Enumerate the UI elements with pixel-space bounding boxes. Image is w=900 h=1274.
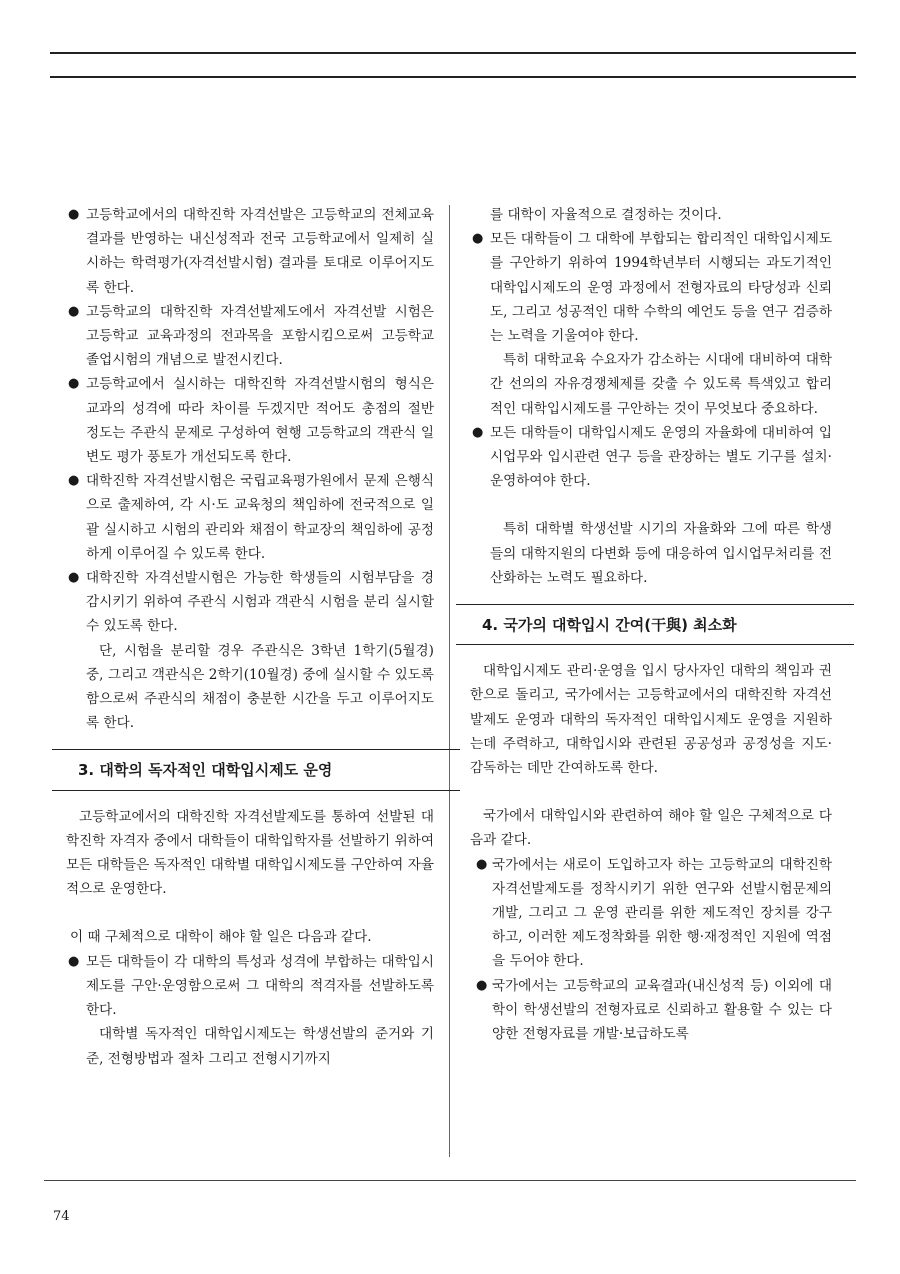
paragraph: 고등학교에서의 대학진학 자격선발제도를 통하여 선발된 대학진학 자격자 중에서 대학들이 대학입학자를 선발하기 위하여 모든 대학들은 독자적인 대학별 대학입시제도를 구안하여 자율적으로 운영한다. [66,808,434,898]
bullet-item [66,203,434,300]
bullet-text: 모든 대학들이 대학입시제도 운영의 자율화에 대비하여 입시업무와 입시관련 연구 등을 관장하는 별도 기구를 설치·운영하여야 한다. [490,424,832,490]
column-divider [449,205,450,1157]
bullet-text: 고등학교에서의 대학진학 자격선발은 고등학교의 전체교육 결과를 반영하는 내신성적과 전국 고등학교에서 일제히 실시하는 학력평가(자격선발시험) 결과를 토대로 이루어지도록 한다. [86,207,434,296]
bullet-text: 고등학교에서 실시하는 대학진학 자격선발시험의 형식은 교과의 성격에 따라 차이를 두겠지만 적어도 총점의 절반 정도는 주관식 문제로 구성하여 현행 고등학교의 객관식 일변도 평가 풍토가 개선되도록 한다. [86,376,434,466]
bullet-icon: ● [68,473,80,489]
paragraph: 를 대학이 자율적으로 결정하는 것이다. [490,207,722,223]
bullet-icon: ● [68,376,80,392]
bullet-item [470,974,832,1047]
paragraph: 특히 대학교육 수요자가 감소하는 시대에 대비하여 대학간 선의의 자유경쟁체제를 갖출 수 있도록 특색있고 합리적인 대학입시제도를 구안하는 것이 무엇보다 중요하다. [490,352,832,417]
bullet-text: 국가에서는 새로이 도입하고자 하는 고등학교의 대학진학 자격선발제도를 정착시키기 위한 연구와 선발시험문제의 개발, 그리고 그 운영 관리를 위한 제도적인 장치를 강구하고, 이러한 제도정착화를 위한 행·재정적인 지원에 역점을 두어야 한다. [492,856,832,970]
bullet-text: 대학진학 자격선발시험은 가능한 학생들의 시험부담을 경감시키기 위하여 주관식 시험과 객관식 시험을 분리 실시할 수 있도록 한다. [86,570,434,635]
bullet-item [66,300,434,373]
right-column [470,203,832,1046]
bullet-item [470,227,832,348]
page-number: 74 [53,1209,70,1224]
left-column [66,203,434,1071]
bottom-rule [44,1180,856,1181]
bullet-icon: ● [476,856,488,872]
bullet-item [470,853,832,974]
spacer [470,493,832,517]
bullet-icon: ● [476,977,488,993]
bullet-item [66,950,434,1023]
bullet-text: 국가에서는 고등학교의 교육결과(내신성적 등) 이외에 대학이 학생선발의 전형자료로 신뢰하고 활용할 수 있는 다양한 전형자료를 개발·보급하도록 [492,977,832,1043]
bullet-icon: ● [68,570,80,586]
bullet-item [470,421,832,494]
top-rule-upper [50,52,856,54]
bullet-text: 고등학교의 대학진학 자격선발제도에서 자격선발 시험은 고등학교 교육과정의 전과목을 포함시킴으로써 고등학교 졸업시험의 개념으로 발전시킨다. [86,303,434,369]
bullet-icon: ● [68,207,80,222]
paragraph: 대학별 독자적인 대학입시제도는 학생선발의 준거와 기준, 전형방법과 절차 그리고 전형시기까지 [86,1026,434,1067]
paragraph: 특히 대학별 학생선발 시기의 자율화와 그에 따른 학생들의 대학지원의 다변화 등에 대응하여 입시업무처리를 전산화하는 노력도 필요하다. [490,521,832,586]
bullet-text: 모든 대학들이 각 대학의 특성과 성격에 부합하는 대학입시제도를 구안·운영함으로써 그 대학의 적격자를 선발하도록 한다. [86,953,434,1019]
paragraph: 이 때 구체적으로 대학이 해야 할 일은 다음과 같다. [70,929,372,946]
bullet-text: 대학진학 자격선발시험은 국립교육평가원에서 문제 은행식으로 출제하여, 각 시·도 교육청의 책임하에 전국적으로 일괄 실시하고 시험의 관리와 채점이 학교장의 책임하에 공정하게 이루어질 수 있도록 한다. [86,473,434,562]
bullet-item [66,372,434,469]
bullet-icon: ● [472,231,484,247]
bullet-icon: ● [68,303,80,319]
bullet-item [66,469,434,566]
bullet-item [66,566,434,639]
spacer [66,901,434,925]
bullet-icon: ● [472,424,484,440]
section-heading-4: 4. 국가의 대학입시 간여(干與) 최소화 [456,604,854,645]
spacer [470,780,832,804]
paragraph: 단, 시험을 분리할 경우 주관식은 3학년 1학기(5월경) 중, 그리고 객관식은 2학기(10월경) 중에 실시할 수 있도록 함으로써 주관식의 채점이 충분한 시간을 두고 이루어지도록 한다. [86,642,434,732]
paragraph: 대학입시제도 관리·운영을 입시 당사자인 대학의 책임과 권한으로 돌리고, 국가에서는 고등학교에서의 대학진학 자격선발제도 운영과 대학의 독자적인 대학입시제도 운영을 지원하는데 주력하고, 대학입시와 관련된 공공성과 공정성을 지도·감독하는 데만 간여하도록 한다. [470,663,832,777]
top-rule-lower [50,76,856,78]
bullet-icon: ● [68,953,80,969]
section-heading-3: 3. 대학의 독자적인 대학입시제도 운영 [52,749,460,790]
paragraph: 국가에서 대학입시와 관련하여 해야 할 일은 구체적으로 다음과 같다. [470,808,832,849]
bullet-text: 모든 대학들이 그 대학에 부합되는 합리적인 대학입시제도를 구안하기 위하여 1994학년부터 시행되는 과도기적인 대학입시제도의 운영 과정에서 전형자료의 타당성과 신뢰도, 그리고 성공적인 대학 수학의 예언도 등을 연구 검증하는 노력을 기울여야 한다. [490,231,832,345]
